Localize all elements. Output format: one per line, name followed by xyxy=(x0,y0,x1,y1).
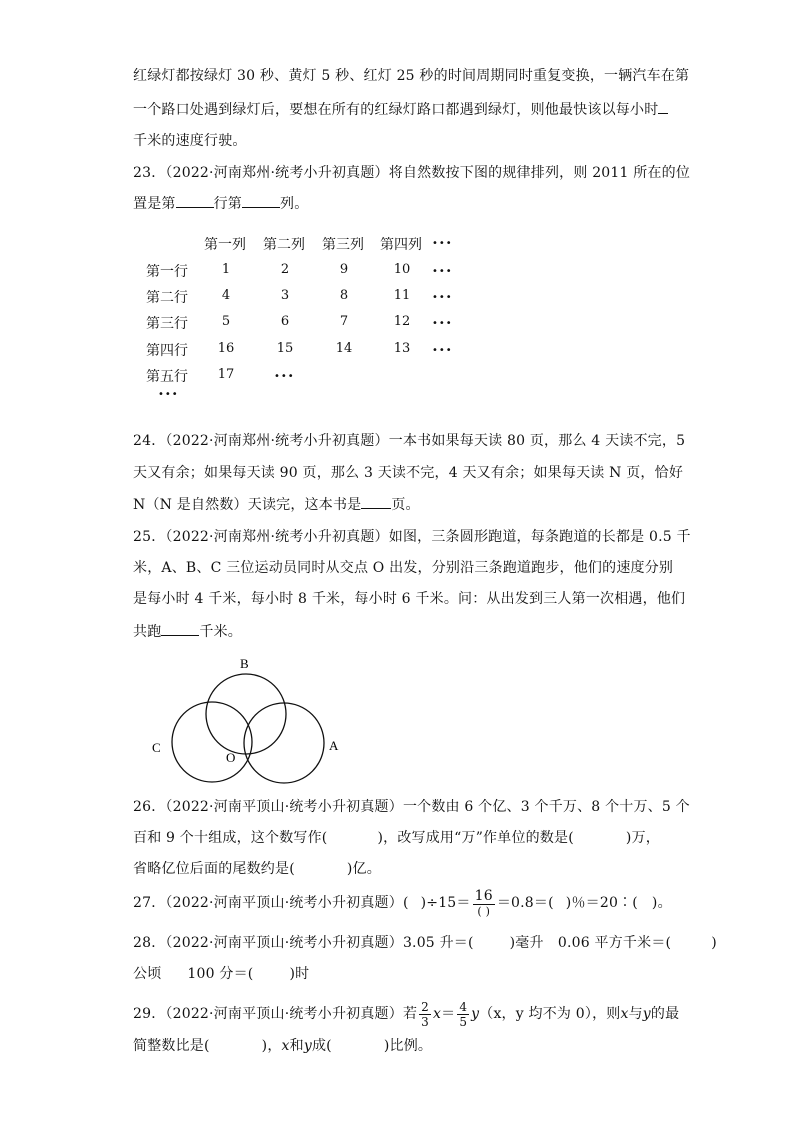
col-header-1: 第一列 xyxy=(204,237,246,253)
row-4-ellipsis: ••• xyxy=(432,345,453,356)
table-cell: 11 xyxy=(393,288,411,303)
q22-line-1: 红绿灯都按绿灯 30 秒、黄灯 5 秒、红灯 25 秒的时间周期同时重复变换，一辆汽车在第 xyxy=(133,68,690,84)
q29-prefix: 29．（2022·河南平顶山·统考小升初真题）若 xyxy=(133,1006,418,1022)
q29-var-y: y xyxy=(471,1006,480,1022)
table-cell: 13 xyxy=(393,341,411,356)
q24-line-3 xyxy=(133,494,420,515)
q24-answer-blank[interactable] xyxy=(361,494,391,509)
q27-fraction-denominator[interactable]: ( ) xyxy=(477,905,491,918)
q28-text-e: 100 分＝( xyxy=(187,966,254,982)
table-cell: 2 xyxy=(280,262,290,277)
q23-line-1: 23．（2022·河南郑州·统考小升初真题）将自然数按下图的规律排列，则 2011 所在的位 xyxy=(133,165,691,181)
q26-text-e: )亿。 xyxy=(346,861,381,877)
q25-line-2: 米，A、B、C 三位运动员同时从交点 O 出发，分别沿三条跑道跑步，他们的速度分别 xyxy=(133,560,674,576)
q29-f2-denominator: 5 xyxy=(459,1014,468,1029)
q23-line-2 xyxy=(133,193,308,214)
table-cell: 14 xyxy=(335,341,353,356)
q28-line-1 xyxy=(133,933,717,953)
table-cell: 10 xyxy=(393,262,411,277)
q29-var-x: x xyxy=(433,1006,442,1022)
q29-var-x-2: x xyxy=(620,1006,629,1022)
col-header-2: 第二列 xyxy=(263,237,305,253)
q28-text-f: )时 xyxy=(289,966,310,982)
q29-var-y-3: y xyxy=(303,1038,312,1054)
q27-part-3: )％＝20∶( xyxy=(565,895,638,911)
q25-line-4 xyxy=(133,621,242,642)
row-header-3: 第三行 xyxy=(146,316,188,332)
q27-fraction-numerator: 16 xyxy=(474,888,493,904)
q22-line-2-text: 一个路口处遇到绿灯后，要想在所有的红绿灯路口都遇到绿灯，则他最快该以每小时 xyxy=(133,102,659,118)
q25-line-3: 是每小时 4 千米，每小时 8 千米，每小时 6 千米。问：从出发到三人第一次相遇，他们 xyxy=(133,591,686,607)
label-c: C xyxy=(152,740,161,755)
table-cell: 8 xyxy=(339,288,349,303)
track-circle-b xyxy=(206,674,286,754)
q29-f2-numerator: 4 xyxy=(459,999,468,1014)
q22-answer-blank[interactable] xyxy=(658,99,668,114)
q26-text-d: 省略亿位后面的尾数约是( xyxy=(133,861,295,877)
q29-text-c: 和 xyxy=(289,1038,304,1054)
col-ellipsis: ••• xyxy=(432,238,453,249)
row-header-5: 第五行 xyxy=(146,369,188,385)
row-ellipsis: ••• xyxy=(158,389,179,400)
q23-text-c: 列。 xyxy=(280,196,309,212)
table-cell: 4 xyxy=(221,288,231,303)
label-a: A xyxy=(329,738,339,753)
row-header-2: 第二行 xyxy=(146,290,188,306)
track-circle-c xyxy=(172,702,252,782)
table-cell: 6 xyxy=(280,314,290,329)
q29-equals: ＝ xyxy=(441,1006,456,1022)
q26-line-2 xyxy=(133,828,660,848)
q28-text-b: )毫升 0.06 平方千米＝( xyxy=(509,935,672,951)
q25-text-b: 千米。 xyxy=(199,624,243,640)
q29-text-e: )比例。 xyxy=(383,1038,433,1054)
q24-line-1: 24．（2022·河南郑州·统考小升初真题）一本书如果每天读 80 页，那么 4 天读不完，5 xyxy=(133,433,686,449)
row-5-ellipsis: ••• xyxy=(274,371,295,382)
q25-answer-blank[interactable] xyxy=(161,621,199,636)
q27-part-1: )÷15＝ xyxy=(420,895,471,911)
q23-text-a: 置是第 xyxy=(133,196,176,212)
q28-text-a: 28．（2022·河南平顶山·统考小升初真题）3.05 升＝( xyxy=(133,935,474,951)
q22-line-2 xyxy=(133,99,668,120)
table-cell: 16 xyxy=(217,341,235,356)
q29-var-x-3: x xyxy=(281,1038,290,1054)
table-cell: 3 xyxy=(280,288,290,303)
table-cell: 5 xyxy=(221,314,231,329)
q27-part-4: )。 xyxy=(651,895,672,911)
q23-text-b: 行第 xyxy=(213,196,243,212)
q26-text-c: )万， xyxy=(625,830,660,846)
q23-col-blank[interactable] xyxy=(242,193,280,208)
q29-var-y-2: y xyxy=(642,1006,651,1022)
row-2-ellipsis: ••• xyxy=(432,292,453,303)
q26-line-3 xyxy=(133,859,381,879)
table-cell: 7 xyxy=(339,314,349,329)
q24-text-b: 页。 xyxy=(391,497,420,513)
q29-line-2 xyxy=(133,1036,432,1056)
table-cell: 12 xyxy=(393,314,411,329)
row-header-1: 第一行 xyxy=(146,264,188,280)
q29-text-and: 与 xyxy=(628,1006,643,1022)
q29-line-1 xyxy=(133,997,679,1031)
col-header-4: 第四列 xyxy=(380,237,422,253)
q24-text-a: N（N 是自然数）天读完，这本书是 xyxy=(133,497,362,513)
q27-part-2: ＝0.8＝( xyxy=(496,895,554,911)
q29-fraction-2 xyxy=(457,1001,469,1028)
q26-text-a: 百和 9 个十组成，这个数写作( xyxy=(133,830,328,846)
row-1-ellipsis: ••• xyxy=(432,266,453,277)
q29-condition: （x，y 均不为 0），则 xyxy=(479,1006,621,1022)
q27-prefix: 27．（2022·河南平顶山·统考小升初真题）( xyxy=(133,895,409,911)
track-circle-a xyxy=(244,703,324,783)
q22-line-3: 千米的速度行驶。 xyxy=(133,133,247,149)
row-3-ellipsis: ••• xyxy=(432,318,453,329)
q29-text-most: 的最 xyxy=(650,1006,680,1022)
q27-line xyxy=(133,886,672,920)
q29-fraction-1 xyxy=(419,1001,431,1028)
q23-row-blank[interactable] xyxy=(176,193,214,208)
q24-line-2: 天又有余；如果每天读 90 页，那么 3 天读不完，4 天又有余；如果每天读 N 页，恰好 xyxy=(133,465,684,481)
q29-f1-denominator: 3 xyxy=(421,1014,429,1029)
label-b: B xyxy=(240,656,249,671)
table-cell: 15 xyxy=(276,341,294,356)
label-o: O xyxy=(226,750,236,765)
q29-text-d: 成( xyxy=(311,1038,332,1054)
q26-text-b: )，改写成用“万”作单位的数是( xyxy=(377,830,574,846)
q28-text-c: ) xyxy=(711,935,717,951)
q29-f1-numerator: 2 xyxy=(421,999,429,1014)
q25-line-1: 25．（2022·河南郑州·统考小升初真题）如图，三条圆形跑道，每条跑道的长都是 0.5 千 xyxy=(133,529,691,545)
table-cell: 9 xyxy=(339,262,349,277)
q28-line-2 xyxy=(133,964,309,984)
q29-text-b: )， xyxy=(261,1038,282,1054)
row-header-4: 第四行 xyxy=(146,343,188,359)
col-header-3: 第三列 xyxy=(322,237,364,253)
table-cell: 1 xyxy=(221,262,231,277)
q29-text-a: 简整数比是( xyxy=(133,1038,210,1054)
table-cell: 17 xyxy=(217,367,235,382)
three-circles-figure xyxy=(140,650,370,790)
q26-line-1: 26．（2022·河南平顶山·统考小升初真题）一个数由 6 个亿、3 个千万、8 个十万、5 个 xyxy=(133,799,690,815)
q25-text-a: 共跑 xyxy=(133,624,162,640)
q27-fraction xyxy=(473,889,495,917)
q28-text-d: 公顷 xyxy=(133,966,162,982)
